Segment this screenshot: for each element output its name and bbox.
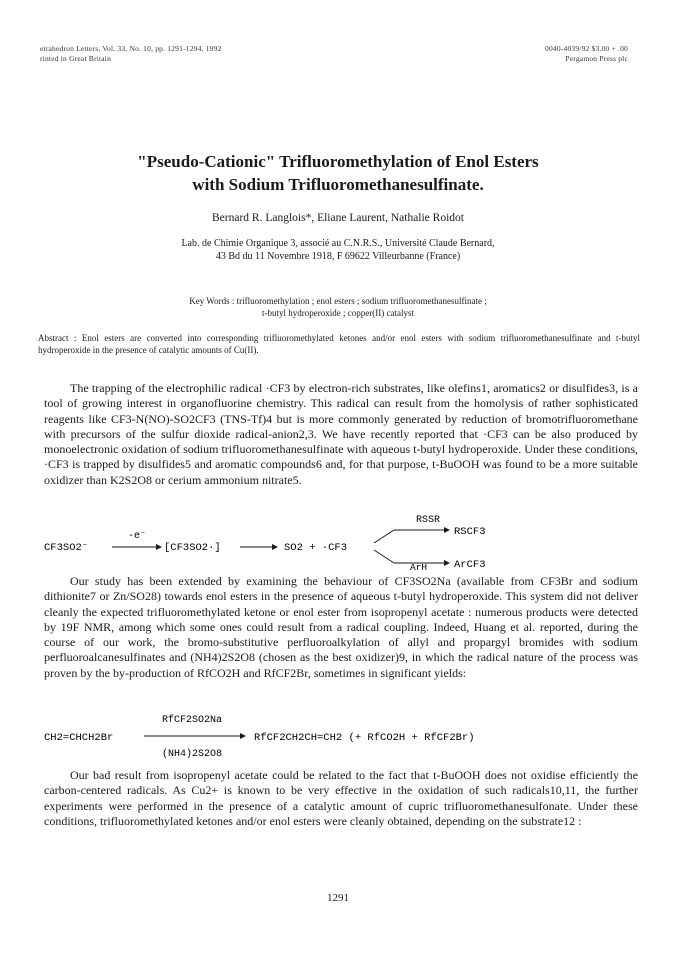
- journal-line-1: etrahedron Letters, Vol. 33, No. 10, pp. 1291-1294, 1992: [40, 44, 222, 53]
- paper-title-line-1: "Pseudo-Cationic" Trifluoromethylation of Enol Esters: [137, 152, 539, 171]
- price-line-2: Pergamon Press plc: [565, 54, 628, 63]
- scheme1-arrowhead-bottom: [444, 560, 450, 566]
- abstract: Abstract : Enol esters are converted into corresponding trifluoromethylated ketones and/or enol esters with sodium trifluoromethanesulfinate and t-butyl hydroperoxide in the presence of catalytic amounts of Cu(II).: [38, 333, 640, 355]
- scheme1-branch-up: [374, 530, 394, 543]
- scheme2-product: RfCF2CH2CH=CH2 (+ RfCO2H + RfCF2Br): [254, 732, 475, 744]
- authors: Bernard R. Langlois*, Eliane Laurent, Nathalie Roidot: [212, 212, 464, 224]
- affiliation-line-1: Lab. de Chimie Organique 3, associé au C.N.R.S., Université Claude Bernard,: [181, 238, 495, 249]
- scheme2-reagent-top: RfCF2SO2Na: [162, 715, 223, 726]
- page-number: 1291: [327, 892, 349, 904]
- keywords-line-1: Key Words : trifluoromethylation ; enol esters ; sodium trifluoromethanesulfinate ;: [189, 296, 487, 306]
- scheme2-arrowhead: [240, 733, 246, 739]
- paragraph-1: [44, 381, 638, 488]
- scheme1-reactant: CF3SO2⁻: [44, 542, 89, 554]
- scheme1-arrow1-label: -e⁻: [128, 531, 147, 542]
- paragraph-2: [44, 574, 638, 681]
- journal-line-2: rinted in Great Britain: [40, 54, 112, 63]
- paper-title-line-2: with Sodium Trifluoromethanesulfinate.: [192, 175, 484, 194]
- scheme1-reagent-bottom: ArH: [410, 562, 428, 570]
- scheme2-reagent-bottom: (NH4)2S2O8: [162, 749, 223, 760]
- price-line-1: 0040-4039/92 $3.00 + .00: [545, 44, 628, 53]
- paragraph-1-text: The trapping of the electrophilic radical ·CF3 by electron-rich substrates, like olefins1, aromatics2 or disulfides3, is a tool of growing interest in organofluorine chemistry. This radical can result from the homolysis of rather sophisticated reagents like CF3-N(NO)-SO2CF3 (TNS-Tf)4 but is more commonly generated by reduction of bromotrifluoromethane with precursors of the sulfur dioxide radical-anion2,3. We have recently reported that ·CF3 can be also produced by monoelectronic oxidation of sodium trifluoromethanesulfinate with aqueous t-butyl hydroperoxide. Under these conditions, ·CF3 is trapped by disulfides5 and aromatic compounds6 and, for that purpose, t-BuOOH was found to be a more suitable oxidizer than K2S2O8 or cerium ammonium nitrate5.: [44, 381, 638, 487]
- scheme1-intermediate: [CF3SO2·]: [164, 542, 221, 554]
- paragraph-2-text: Our study has been extended by examining the behaviour of CF3SO2Na (available from CF3Br and sodium dithionite7 or Zn/SO28) towards enol esters in the presence of aqueous t-butyl hydroperoxide. This system did not deliver cleanly the expected trifluoromethylated ketone or enol ester from isopropenyl acetate : numerous products were detected by 19F NMR, among which some ones could result from a radical coupling. Indeed, Huang et al. reported, during the course of our work, the bromo-substitutive perfluoroalkylation of allyl and propargyl bromides with sodium perfluoroalcanesulfinates and (NH4)2S2O8 (chosen as the best oxidizer)9, in which the radical nature of the process was proven by the by-production of RfCO2H and RfCF2Br, sometimes in significant yields:: [44, 574, 638, 680]
- scheme1-arrowhead1: [156, 544, 162, 550]
- affiliation-line-2: 43 Bd du 11 Novembre 1918, F 69622 Villeurbanne (France): [215, 251, 461, 262]
- price-info: [545, 44, 628, 64]
- scheme1-product-bottom: ArCF3: [454, 559, 486, 570]
- scheme2-reactant: CH2=CHCH2Br: [44, 732, 114, 744]
- journal-citation: [40, 44, 222, 64]
- scheme1-product-top: RSCF3: [454, 526, 486, 538]
- keywords-line-2: t-butyl hydroperoxide ; copper(II) catalyst: [262, 308, 414, 318]
- scheme-1: [44, 510, 644, 570]
- scheme-2: [44, 708, 644, 764]
- paragraph-3-text: Our bad result from isopropenyl acetate could be related to the fact that t-BuOOH does not oxidise efficiently the carbon-centered radicals. As Cu2+ is known to be very effective in the oxidation of such radicals10,11, the further experiments were performed in the presence of a catalytic amount of cupric trifluoromethanesulfonate. Under these conditions, trifluoromethylated ketones and/or enol esters were cleanly obtained, depending on the substrate12 :: [44, 768, 638, 828]
- scheme1-arrowhead2: [272, 544, 278, 550]
- scheme1-reagent-top: RSSR: [416, 515, 441, 526]
- scheme1-branch-down: [374, 550, 394, 563]
- scheme1-products: SO2 + ·CF3: [284, 542, 348, 554]
- paragraph-3: [44, 768, 638, 829]
- scheme1-arrowhead-top: [444, 527, 450, 533]
